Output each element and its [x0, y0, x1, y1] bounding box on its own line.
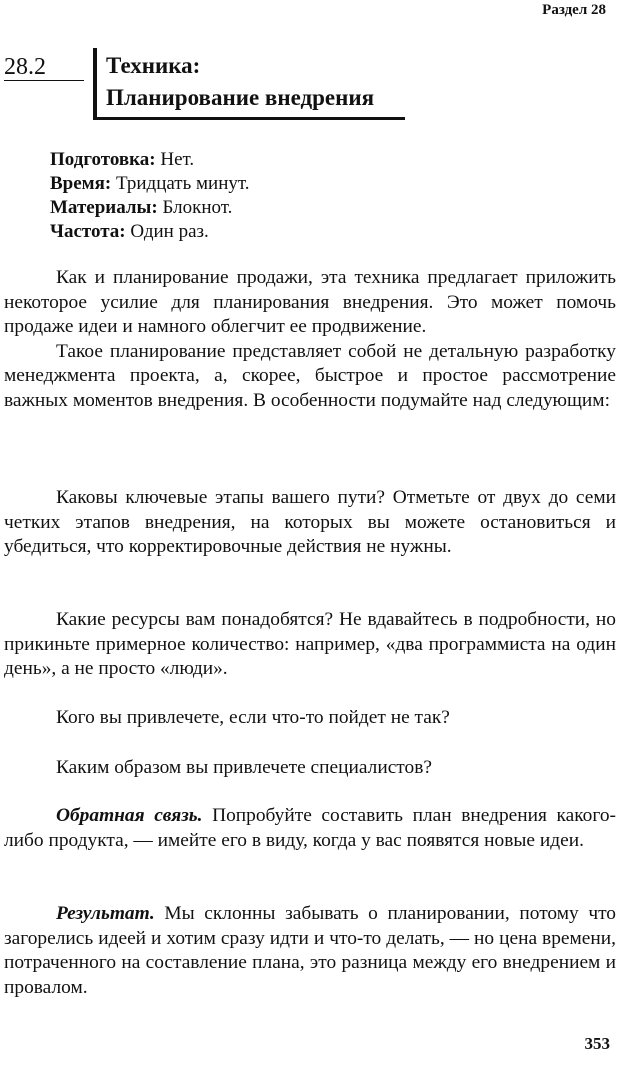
- intro-paragraphs: [4, 266, 616, 414]
- running-head: Раздел 28: [542, 2, 606, 18]
- paragraph-result: [4, 902, 616, 1000]
- paragraph-question-how: Каким образом вы привлечете специалистов?: [56, 757, 432, 778]
- technique-meta: [50, 148, 250, 244]
- section-header: [4, 44, 424, 120]
- section-title: [106, 50, 374, 114]
- meta-label: Подготовка:: [50, 149, 156, 170]
- section-title-line-1: Техника:: [106, 53, 201, 78]
- section-number: 28.2: [4, 54, 84, 81]
- paragraph-planning: Такое планирование представляет собой не детальную разработку менеджмента проекта, а, скорее, быстрое и простое рассмотрение важных моментов внедрения. В особенности подумайте над следующим:: [4, 340, 616, 411]
- feedback-section: [4, 804, 616, 853]
- result-section: [4, 902, 616, 1000]
- meta-value: Один раз.: [125, 221, 209, 242]
- meta-value: Тридцать минут.: [111, 173, 250, 194]
- meta-value: Блокнот.: [157, 197, 233, 218]
- meta-preparation: [50, 148, 250, 172]
- meta-frequency: [50, 220, 250, 244]
- question-who: [4, 706, 616, 731]
- title-underline: [93, 117, 405, 120]
- title-divider-bar: [93, 48, 97, 120]
- page-number: 353: [584, 1034, 610, 1053]
- feedback-text: Попробуйте составить план внедрения какого-либо продукта, — имейте его в виду, когда у вас появятся новые идеи.: [4, 805, 616, 851]
- question-resources: [4, 608, 616, 682]
- meta-value: Нет.: [155, 149, 195, 170]
- paragraph-question-resources: Какие ресурсы вам понадобятся? Не вдавайтесь в подробности, но прикиньте примерное количество: например, «два программиста на один день», а не просто «люди».: [4, 609, 616, 680]
- result-label: Результат.: [56, 903, 155, 924]
- result-text: Мы склонны забывать о планировании, потому что загорелись идеей и хотим сразу идти и что-то делать, — но цена времени, потраченного на составление плана, это разница между его внедрением и провалом.: [4, 903, 616, 998]
- meta-label: Частота:: [50, 221, 126, 242]
- paragraph-question-who: Кого вы привлечете, если что-то пойдет не так?: [56, 707, 450, 728]
- section-title-line-2: Планирование внедрения: [106, 85, 375, 110]
- meta-label: Время:: [50, 173, 112, 194]
- question-how: [4, 756, 616, 781]
- question-milestones: [4, 486, 616, 560]
- meta-label: Материалы:: [50, 197, 158, 218]
- meta-time: [50, 172, 250, 196]
- meta-materials: [50, 196, 250, 220]
- feedback-label: Обратная связь.: [56, 805, 203, 826]
- paragraph-question-milestones: Каковы ключевые этапы вашего пути? Отметьте от двух до семи четких этапов внедрения, на которых вы можете остановиться и убедиться, что корректировочные действия не нужны.: [4, 487, 616, 558]
- paragraph-intro: Как и планирование продажи, эта техника предлагает приложить некоторое усилие для планирования внедрения. Это может помочь продаже идеи и намного облегчит ее продвижение.: [4, 267, 616, 338]
- paragraph-feedback: [4, 804, 616, 853]
